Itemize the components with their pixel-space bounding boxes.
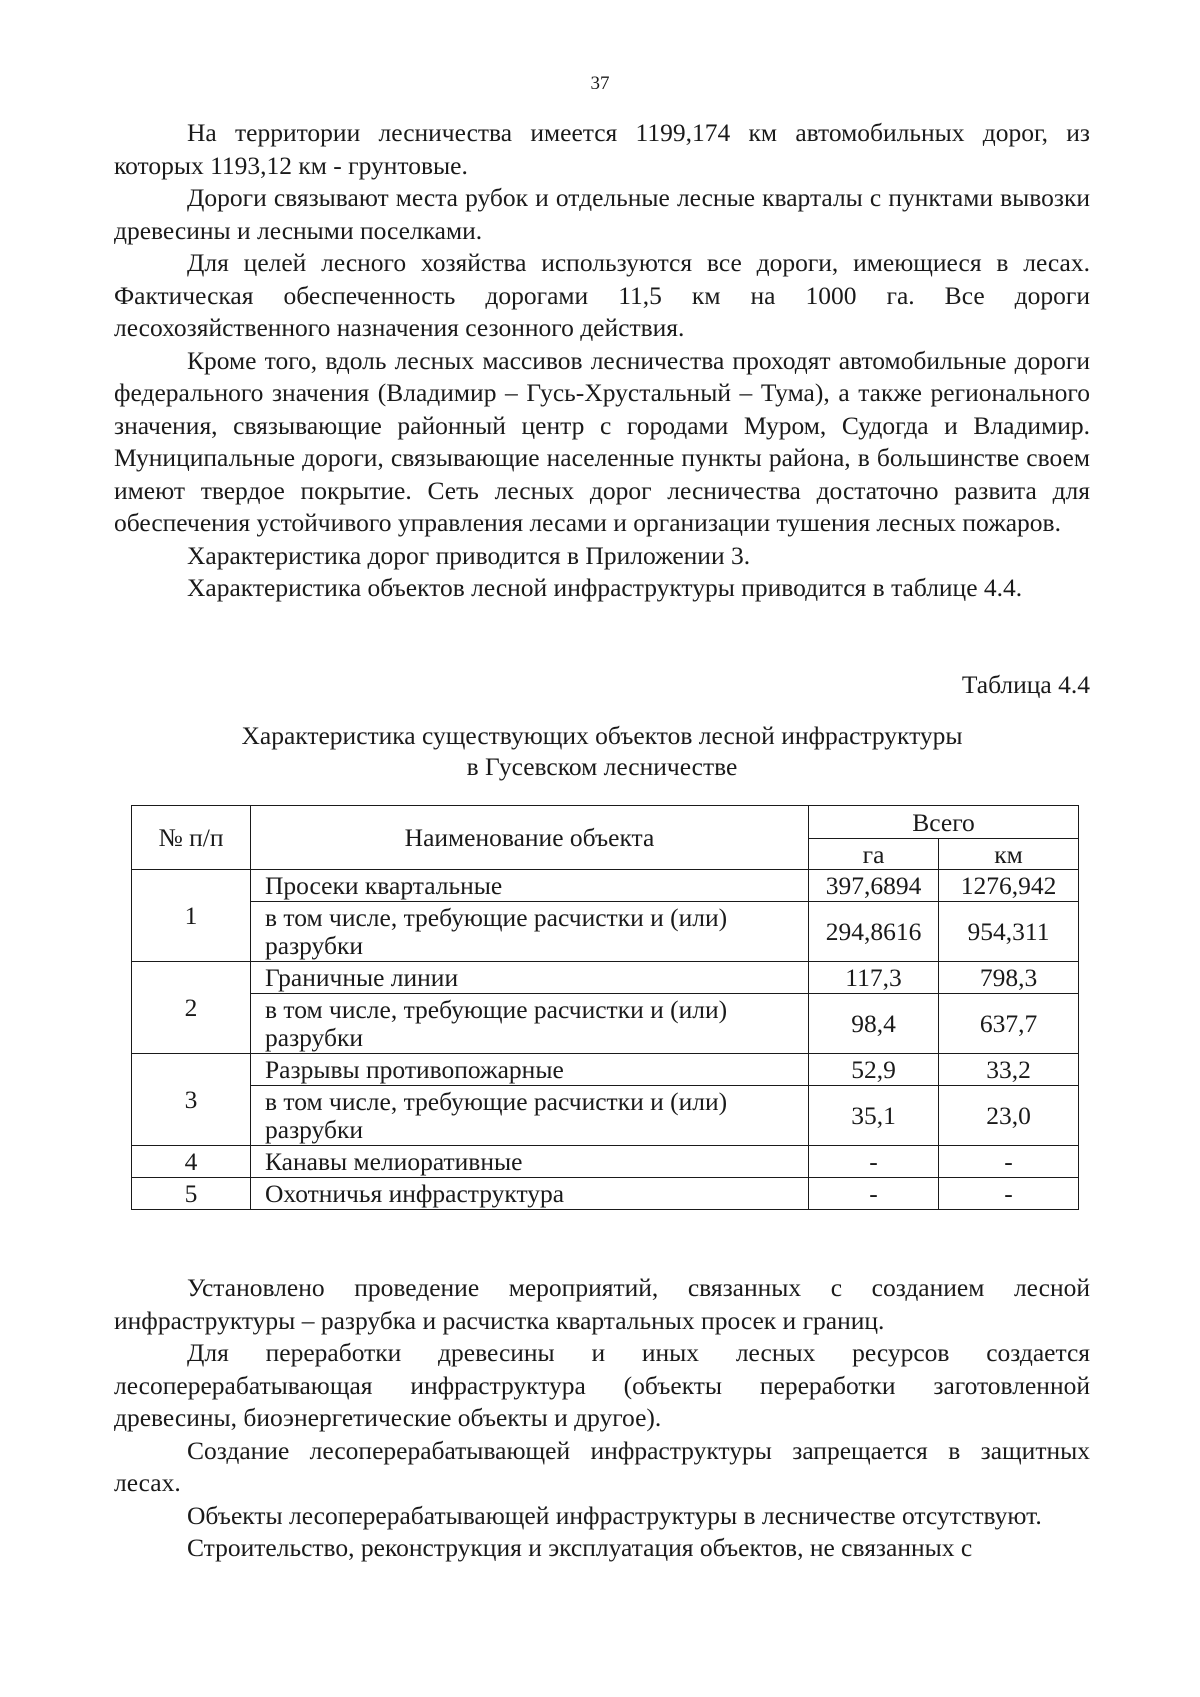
paragraph: Дороги связывают места рубок и отдельные лесные кварталы с пунктами вывозки древесины и лесными поселками. [114,183,1090,245]
table-row [132,1178,1079,1210]
km-value-cell: 23,0 [939,1086,1079,1146]
table-label: Таблица 4.4 [961,670,1090,699]
page-number: 37 [590,73,610,94]
paragraph: Характеристика дорог приводится в Приложении 3. [187,540,751,570]
table-row [132,1146,1079,1178]
km-value-cell: - [939,1178,1079,1210]
body-text-top [114,117,1090,605]
ha-value-cell: 397,6894 [809,870,939,902]
object-name-cell: Охотничья инфраструктура [251,1178,809,1210]
table-row [132,1054,1079,1086]
object-name-cell: в том числе, требующие расчистки и (или) разрубки [251,994,809,1054]
paragraph: Для переработки древесины и иных лесных ресурсов создается лесоперерабатывающая инфраструктура (объекты переработки заготовленной древесины, биоэнергетические объекты и другое). [114,1338,1090,1432]
paragraph: Для целей лесного хозяйства используются все дороги, имеющиеся в лесах. Фактическая обеспеченность дорогами 11,5 км на 1000 га. Все дороги лесохозяйственного назначения сезонного действия. [114,248,1090,342]
paragraph: На территории лесничества имеется 1199,174 км автомобильных дорог, из которых 1193,12 км - грунтовые. [114,118,1090,180]
body-text-bottom [114,1272,1090,1565]
paragraph: Строительство, реконструкция и эксплуатация объектов, не связанных с [187,1533,973,1562]
row-number-cell: 3 [132,1054,251,1146]
paragraph: Объекты лесоперерабатывающей инфраструктуры в лесничестве отсутствуют. [187,1500,1042,1530]
km-value-cell: 637,7 [939,994,1079,1054]
ha-value-cell: 117,3 [809,962,939,994]
table-row [132,902,1079,962]
header-ha: га [809,839,939,870]
ha-value-cell: - [809,1178,939,1210]
row-number-cell: 2 [132,962,251,1054]
ha-value-cell: 98,4 [809,994,939,1054]
km-value-cell: 798,3 [939,962,1079,994]
km-value-cell: 33,2 [939,1054,1079,1086]
ha-value-cell: - [809,1146,939,1178]
header-name: Наименование объекта [251,806,809,870]
table-caption-line: Характеристика существующих объектов лесной инфраструктуры [241,721,963,750]
km-value-cell: 1276,942 [939,870,1079,902]
ha-value-cell: 52,9 [809,1054,939,1086]
km-value-cell: - [939,1146,1079,1178]
object-name-cell: в том числе, требующие расчистки и (или) разрубки [251,902,809,962]
object-name-cell: в том числе, требующие расчистки и (или) разрубки [251,1086,809,1146]
table-caption-line: в Гусевском лесничестве [466,752,738,781]
table-row [132,1086,1079,1146]
paragraph: Характеристика объектов лесной инфраструктуры приводится в таблице 4.4. [187,573,1023,602]
object-name-cell: Канавы мелиоративные [251,1146,809,1178]
table-row [132,994,1079,1054]
object-name-cell: Разрывы противопожарные [251,1054,809,1086]
table-row [132,962,1079,994]
table-header-row [132,806,1079,839]
header-num: № п/п [132,806,251,870]
paragraph: Установлено проведение мероприятий, связанных с созданием лесной инфраструктуры – разрубка и расчистка квартальных просек и границ. [114,1273,1090,1335]
table-caption [114,720,1090,782]
header-km: км [939,839,1079,870]
header-total: Всего [809,806,1079,839]
table-row [132,870,1079,902]
paragraph: Создание лесоперерабатывающей инфраструктуры запрещается в защитных лесах. [114,1435,1090,1497]
km-value-cell: 954,311 [939,902,1079,962]
row-number-cell: 5 [132,1178,251,1210]
paragraph: Кроме того, вдоль лесных массивов лесничества проходят автомобильные дороги федерального значения (Владимир – Гусь-Хрустальный – Тума), а также регионального значения, связывающие районный центр с городами Муром, Судогда и Владимир. Муниципальные дороги, связывающие населенные пункты района, в большинстве своем имеют твердое покрытие. Сеть лесных дорог лесничества достаточно развита для обеспечения устойчивого управления лесами и организации тушения лесных пожаров. [114,345,1090,537]
ha-value-cell: 35,1 [809,1086,939,1146]
row-number-cell: 4 [132,1146,251,1178]
object-name-cell: Граничные линии [251,962,809,994]
ha-value-cell: 294,8616 [809,902,939,962]
row-number-cell: 1 [132,870,251,962]
object-name-cell: Просеки квартальные [251,870,809,902]
infrastructure-table [131,805,1079,1210]
